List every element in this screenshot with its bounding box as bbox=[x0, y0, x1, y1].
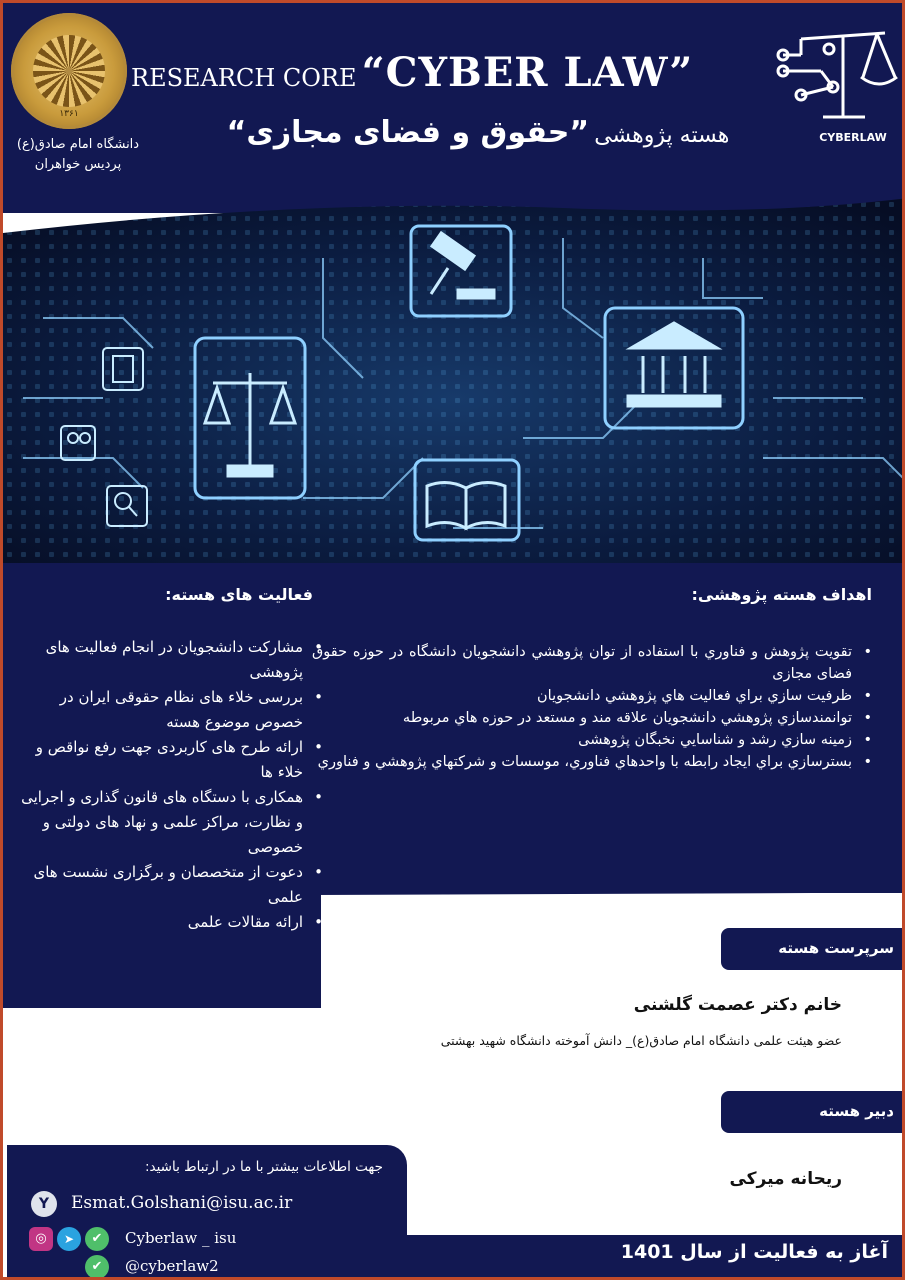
supervisor-name: خانم دکتر عصمت گلشنی bbox=[633, 995, 842, 1015]
cyberlaw-scales-icon bbox=[773, 25, 903, 125]
social-handle[interactable]: Cyberlaw _ isu bbox=[125, 1229, 237, 1247]
verified-check-icon[interactable]: ✔ bbox=[85, 1255, 109, 1279]
email-link[interactable]: Esmat.Golshani@isu.ac.ir bbox=[71, 1193, 293, 1213]
goals-list bbox=[312, 641, 874, 773]
goal-item: • بسترسازي براي ايجاد رابطه با واحدهاي فناوري، موسسات و شركتهاي پژوهشي و فناوري bbox=[312, 751, 852, 773]
social-handle-2[interactable]: @cyberlaw2 bbox=[125, 1257, 219, 1275]
title-en-prefix: RESEARCH CORE bbox=[131, 64, 357, 92]
goal-item: • زمینه سازي رشد و شناسايي نخبگان پژوهشی bbox=[312, 729, 852, 751]
activity-item: • مشارکت دانشجویان در انجام فعالیت های پژوهشی bbox=[13, 635, 303, 685]
activity-item: • ارائه طرح های کاربردی جهت رفع نواقص و خلاء ها bbox=[13, 735, 303, 785]
activities-title: فعالیت های هسته: bbox=[165, 585, 313, 604]
logo-pattern bbox=[33, 35, 105, 107]
hero-circuit-image bbox=[3, 198, 905, 578]
email-icon: Y bbox=[31, 1191, 57, 1217]
goal-item: • ظرفیت سازي براي فعالیت هاي پژوهشي دانشجویان bbox=[312, 685, 852, 707]
secretary-label: دبیر هسته bbox=[721, 1091, 905, 1133]
goal-item: • توانمندسازي پژوهشي دانشجویان علاقه مند و مستعد در حوزه هاي مربوطه bbox=[312, 707, 852, 729]
title-fa-prefix: هسته پژوهشی bbox=[594, 123, 730, 148]
goals-title: اهداف هسته پژوهشی: bbox=[691, 585, 872, 604]
campus-name: پردیس خواهران bbox=[34, 157, 122, 172]
activity-item: • دعوت از متخصصان و برگزاری نشست های علمی bbox=[13, 860, 303, 910]
university-logo bbox=[11, 13, 127, 129]
cyberlaw-logo-label: CYBERLAW bbox=[819, 131, 887, 144]
supervisor-label: سرپرست هسته bbox=[721, 928, 905, 970]
start-year-text: آغاز به فعالیت از سال 1401 bbox=[620, 1241, 888, 1263]
activity-item: • بررسی خلاء های نظام حقوقی ایران در خصوص موضوع هسته bbox=[13, 685, 303, 735]
supervisor-description: عضو هیئت علمی دانشگاه امام صادق(ع)_ دانش آموخته دانشگاه شهید بهشتی bbox=[440, 1033, 842, 1048]
english-title bbox=[131, 49, 791, 96]
activity-item: • همکاری با دستگاه های قانون گذاری و اجرایی و نظارت، مراکز علمی و نهاد های دولتی و خصوصی bbox=[13, 785, 303, 860]
secretary-name: ریحانه میرکی bbox=[729, 1169, 842, 1189]
activity-item: • ارائه مقالات علمی bbox=[13, 910, 303, 935]
university-name: دانشگاه امام صادق(ع) bbox=[16, 137, 140, 152]
activities-list bbox=[13, 635, 325, 935]
persian-title bbox=[183, 115, 773, 150]
title-en-main: “CYBER LAW” bbox=[361, 49, 694, 96]
header-band bbox=[3, 3, 905, 213]
verified-check-icon[interactable]: ✔ bbox=[85, 1227, 109, 1251]
instagram-icon[interactable]: ◎ bbox=[29, 1227, 53, 1251]
goal-item: • تقویت پژوهش و فناوري با استفاده از توان پژوهشي دانشجویان دانشگاه در حوزه حقوق فضای مجازی bbox=[312, 641, 852, 685]
logo-year: ۱۳۶۱ bbox=[59, 109, 79, 119]
band-curve bbox=[313, 873, 905, 913]
title-fa-main: ”حقوق و فضای مجازی“ bbox=[226, 115, 590, 150]
telegram-icon[interactable]: ➤ bbox=[57, 1227, 81, 1251]
contact-title: جهت اطلاعات بیشتر با ما در ارتباط باشید: bbox=[144, 1159, 383, 1175]
